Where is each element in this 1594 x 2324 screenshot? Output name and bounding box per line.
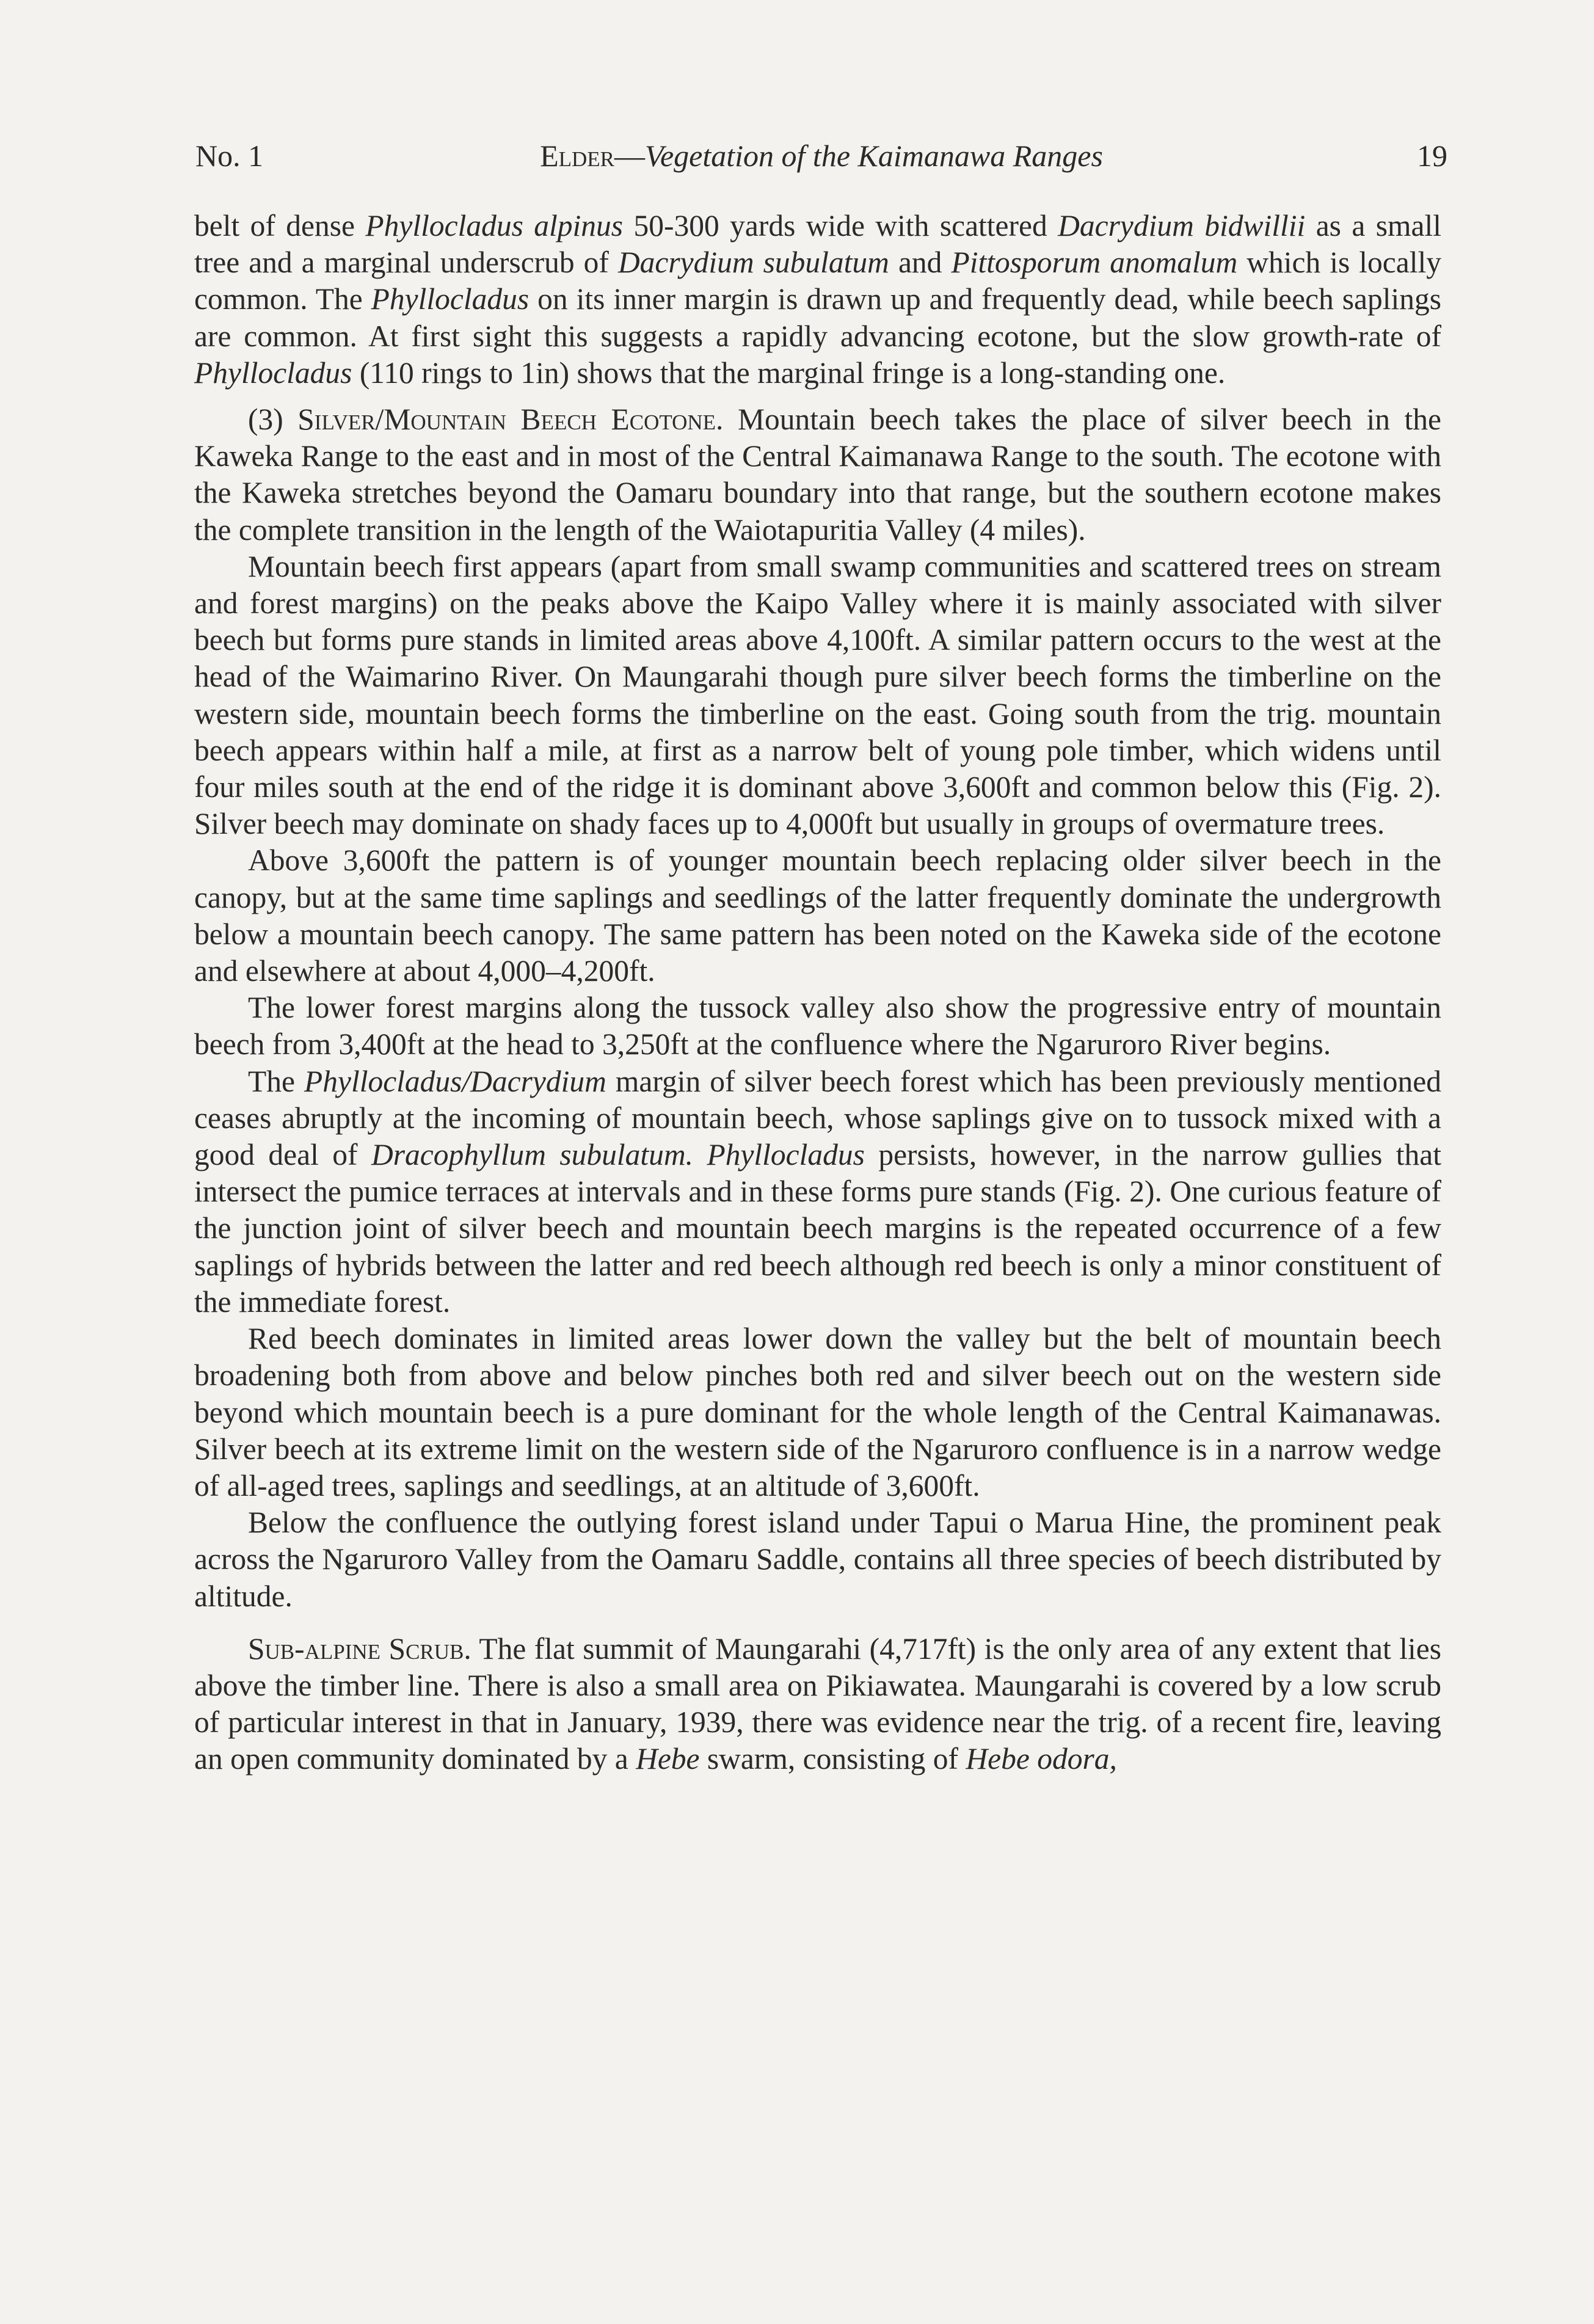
text-run: Mountain beech takes the place of silver beech in the Kaweka Range to the east and in most of the Central Kaimanawa Range to the south. The ecotone with the Kaweka stretches beyond the Oamaru boundary into that range, but the southern ecotone makes the complete transition in the length of the Waiotapuritia Valley (4 miles).: [194, 403, 1442, 547]
species-name: Hebe: [636, 1742, 700, 1776]
text-run: 50-300 yards wide with scattered: [623, 209, 1058, 242]
text-run: The flat summit of Maungarahi (4,717ft) is the only area of any extent that lies above the timber line. There is also a small area on Pikiawatea. Maungarahi is covered by a low scrub of particular interest in that in January, 1939, there was evidence near the trig. of a recent fire, leaving an open community dominated by a: [194, 1631, 1441, 1776]
text-run: Red beech dominates in limited areas lower down the valley but the belt of mountain beech broadening both from above and below pinches both red and silver beech out on the western side beyond which mountain beech is a pure dominant for the whole length of the Central Kaimanawas. Silver beech at its extreme limit on the western side of the Ngaruroro confluence is in a narrow wedge of all-aged trees, saplings and seedlings, at an altitude of 3,600ft.: [194, 1322, 1441, 1503]
species-name: Phyllocladus: [707, 1138, 865, 1172]
species-name: Phyllocladus alpinus: [365, 209, 624, 242]
paragraph: [194, 1063, 1441, 1320]
species-name: Phyllocladus/Dacrydium: [304, 1064, 606, 1098]
paragraph: [194, 401, 1441, 548]
text-run: margin of silver beech forest which has been previously mentioned ceases abruptly at the incoming of mountain beech, whose saplings give on to tussock mixed with a good deal of: [194, 1064, 1441, 1172]
paragraph: [194, 1320, 1441, 1504]
issue-number: No. 1: [195, 139, 264, 173]
article-body: [194, 208, 1441, 1778]
paragraph: [194, 842, 1441, 989]
species-name: Phyllocladus: [371, 282, 530, 316]
text-run: and: [889, 246, 952, 280]
text-run: on its inner margin is drawn up and frequently dead, while beech saplings are common. At first sight this suggests a rapidly advancing ecotone, but the slow growth-rate of: [194, 282, 1441, 353]
text-run: The lower forest margins along the tussock valley also show the progressive entry of mountain beech from 3,400ft at the head to 3,250ft at the confluence where the Ngaruroro River begins.: [194, 991, 1441, 1062]
text-run: [693, 1138, 707, 1171]
text-run: Below the confluence the outlying forest island under Tapui o Marua Hine, the prominent peak across the Ngaruroro Valley from the Oamaru Saddle, contains all three species of beech distributed by altitude.: [194, 1506, 1441, 1613]
paragraph: [194, 989, 1441, 1063]
text-run: The: [248, 1064, 304, 1098]
species-name: Dacrydium subulatum: [617, 246, 889, 280]
text-run: which is locally common. The: [194, 246, 1441, 316]
text-run: Mountain beech first appears (apart from small swamp communities and scattered trees on stream and forest margins) on the peaks above the Kaipo Valley where it is mainly associated with silver beech but forms pure stands in limited areas above 4,100ft. A similar pattern occurs to the west at the head of the Waimarino River. On Maungarahi though pure silver beech forms the timberline on the western side, mountain beech forms the timberline on the east. Going south from the trig. mountain beech appears within half a mile, at first as a narrow belt of young pole timber, which widens until four miles south at the end of the ridge it is dominant above 3,600ft and common below this (Fig. 2). Silver beech may dominate on shady faces up to 4,000ft but usually in groups of overmature trees.: [194, 549, 1441, 841]
paragraph: [194, 1631, 1441, 1778]
species-name: Dracophyllum subulatum.: [371, 1138, 694, 1172]
text-run: persists, however, in the narrow gullies that intersect the pumice terraces at intervals and in these forms pure stands (Fig. 2). One curious feature of the junction joint of silver beech and mountain beech margins is the repeated occurrence of a few saplings of hybrids between the latter and red beech although red beech is only a minor constituent of the immediate forest.: [194, 1138, 1441, 1319]
text-run: as a small tree and a marginal underscrub of: [194, 209, 1441, 280]
running-title: [195, 131, 1447, 180]
paragraph: [194, 208, 1441, 392]
author-name: Elder: [540, 139, 614, 173]
title-dash: —: [614, 139, 645, 173]
section-heading: Silver/Mountain Beech Ecotone.: [297, 403, 724, 437]
section-number: (3): [248, 403, 298, 437]
text-run: Above 3,600ft the pattern is of younger mountain beech replacing older silver beech in the canopy, but at the same time saplings and seedlings of the latter frequently dominate the undergrowth below a mountain beech canopy. The same pattern has been noted on the Kaweka side of the ecotone and elsewhere at about 4,000–4,200ft.: [194, 843, 1441, 988]
article-title: Vegetation of the Kaimanawa Ranges: [644, 139, 1103, 173]
running-header: [195, 131, 1447, 180]
section-heading: Sub-alpine Scrub.: [248, 1631, 471, 1666]
text-run: (110 rings to 1in) shows that the marginal fringe is a long-standing one.: [352, 355, 1226, 390]
page-number: 19: [1417, 139, 1447, 173]
species-name: Hebe odora,: [966, 1742, 1117, 1776]
species-name: Dacrydium bidwillii: [1058, 209, 1306, 242]
species-name: Pittosporum anomalum: [951, 246, 1238, 280]
species-name: Phyllocladus: [194, 355, 352, 390]
paragraph: [194, 1504, 1441, 1615]
text-run: belt of dense: [194, 209, 366, 242]
text-run: swarm, consisting of: [699, 1742, 966, 1776]
paragraph: [194, 548, 1441, 843]
